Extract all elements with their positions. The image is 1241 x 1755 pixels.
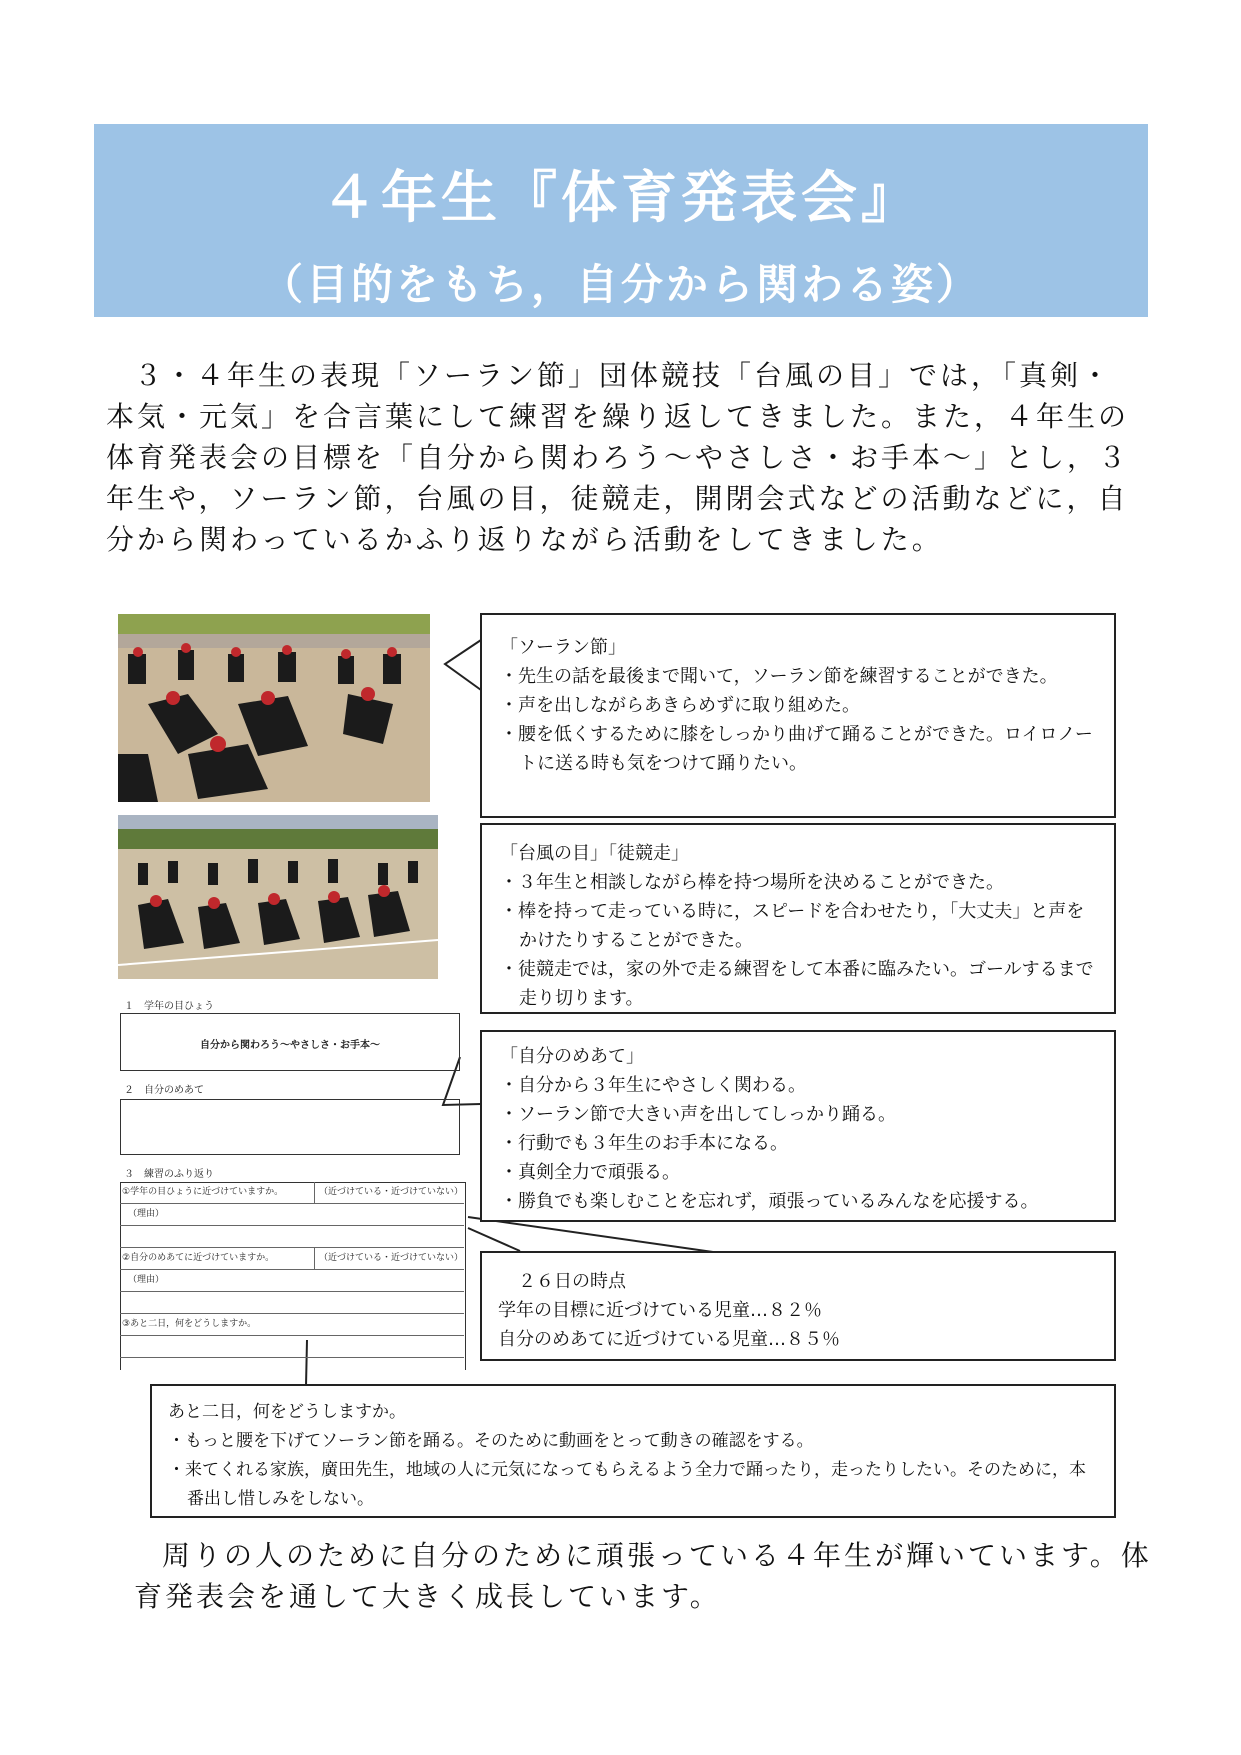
table-row (120, 1270, 464, 1292)
box-soran-reflection (480, 613, 1116, 818)
box-heading: ２６日の時点 (518, 1271, 626, 1292)
list-item: ・徒競走では，家の外で走る練習をして本番に臨みたい。ゴールするまで走り切ります。 (500, 959, 1094, 1009)
box-heading: 「台風の目」「徒競走」 (500, 843, 689, 864)
list-item: ・ソーラン節で大きい声を出してしっかり踊る。 (500, 1104, 896, 1125)
worksheet-options: （近づけている・近づけていない） (314, 1248, 463, 1269)
list-item: ・来てくれる家族，廣田先生，地域の人に元気になってもらえるよう全力で踊ったり，走ったりしたい。そのために，本番出し惜しみをしない。 (168, 1460, 1086, 1509)
worksheet-section-label: ２ 自分のめあて (124, 1085, 204, 1096)
table-row (120, 1292, 464, 1314)
worksheet-section-label: １ 学年の目ひょう (124, 1001, 214, 1012)
worksheet-goal-blank (120, 1099, 460, 1155)
stat-line: 自分のめあてに近づけている児童…８５％ (498, 1329, 840, 1350)
worksheet-goal-box (120, 1013, 460, 1071)
worksheet-question: ②自分のめあてに近づけていますか。 (122, 1253, 275, 1263)
box-stats (480, 1251, 1116, 1361)
table-row (120, 1248, 464, 1270)
page-title: ４年生『体育発表会』 (321, 166, 921, 231)
intro-paragraph: ３・４年生の表現「ソーラン節」団体競技「台風の目」では，「真剣・本気・元気」を合言葉にして練習を繰り返してきました。また，４年生の体育発表会の目標を「自分から関わろう～やさしさ・お手本～」とし，３年生や，ソーラン節，台風の目，徒競走，開閉会式などの活動などに，自分から関わっているかふり返りながら活動をしてきました。 (106, 359, 1130, 556)
box-heading: あと二日，何をどうしますか。 (168, 1402, 406, 1422)
page-subtitle: （目的をもち，自分から関わる姿） (260, 260, 981, 309)
list-item: ・もっと腰を下げてソーラン節を踊る。そのために動画をとって動きの確認をする。 (168, 1431, 814, 1451)
list-item: ・声を出しながらあきらめずに取り組めた。 (500, 695, 860, 716)
worksheet-reason: （理由） (128, 1209, 165, 1219)
worksheet-goal-value: 自分から関わろう～やさしさ・お手本～ (200, 1040, 380, 1051)
list-item: ・自分から３年生にやさしく関わる。 (500, 1075, 806, 1096)
box-personal-goals (480, 1030, 1116, 1222)
worksheet-question: ③あと二日，何をどうしますか。 (122, 1319, 257, 1329)
list-item: ・腰を低くするために膝をしっかり曲げて踊ることができた。ロイロノートに送る時も気をつけて踊りたい。 (500, 724, 1093, 774)
box-remaining-plan (150, 1384, 1116, 1518)
box-typhoon-race-reflection (480, 823, 1116, 1014)
worksheet-options: （近づけている・近づけていない） (314, 1182, 463, 1203)
worksheet-question: ①学年の目ひょうに近づけていますか。 (122, 1187, 284, 1197)
list-item: ・行動でも３年生のお手本になる。 (500, 1133, 788, 1154)
stat-line: 学年の目標に近づけている児童…８２％ (498, 1300, 822, 1321)
table-row (120, 1182, 464, 1204)
list-item: ・勝負でも楽しむことを忘れず，頑張っているみんなを応援する。 (500, 1191, 1039, 1212)
list-item: ・３年生と相談しながら棒を持つ場所を決めることができた。 (500, 872, 1004, 893)
table-row (120, 1226, 464, 1248)
list-item: ・真剣全力で頑張る。 (500, 1162, 680, 1183)
table-row (120, 1314, 464, 1336)
list-item: ・先生の話を最後まで聞いて，ソーラン節を練習することができた。 (500, 666, 1058, 687)
list-item: ・棒を持って走っている時に，スピードを合わせたり，「大丈夫」と声をかけたりすることができた。 (500, 901, 1085, 951)
box-heading: 「自分のめあて」 (500, 1046, 644, 1067)
table-row (120, 1204, 464, 1226)
box-heading: 「ソーラン節」 (500, 637, 626, 658)
worksheet-reason: （理由） (128, 1275, 165, 1285)
table-row (120, 1336, 464, 1358)
worksheet-section-label: ３ 練習のふり返り (124, 1169, 214, 1180)
outro-paragraph: 周りの人のために自分のために頑張っている４年生が輝いています。体育発表会を通して大きく成長しています。 (134, 1539, 1152, 1613)
